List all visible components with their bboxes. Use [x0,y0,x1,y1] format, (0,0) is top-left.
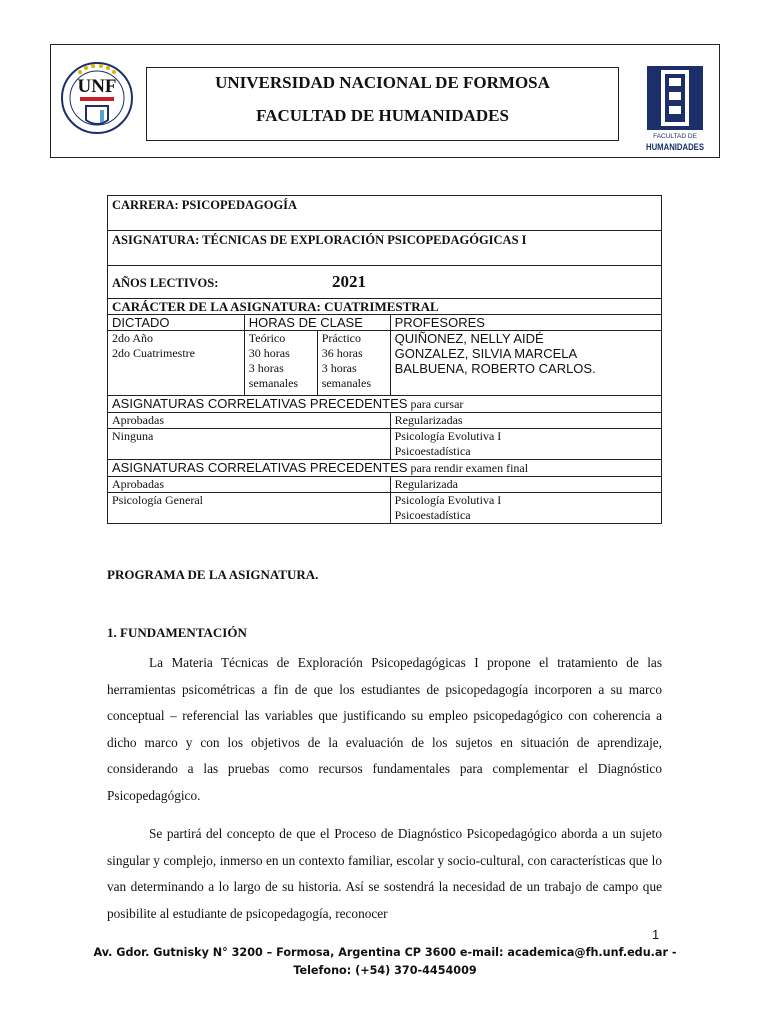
section-fundamentacion-title: 1. FUNDAMENTACIÓN [107,625,247,640]
faculty-logo [645,64,705,154]
academic-years-cell [108,266,662,299]
practice-weekly: 3 horas [321,361,357,375]
practice-hours-cell [317,331,390,396]
practice-label: Práctico [321,331,362,345]
faculty-name: FACULTAD DE HUMANIDADES [256,106,509,125]
approved-course-value: Ninguna [108,429,391,460]
col-dictado-header: DICTADO [108,315,245,331]
practice-weekly-unit: semanales [321,376,371,390]
university-logo [60,48,134,154]
theory-weekly: 3 horas [248,361,284,375]
dictado-term: 2do Cuatrimestre [112,346,195,360]
footer-phone: Telefono: (+54) 370-4454009 [293,964,477,977]
correlatives-course-header [108,396,662,413]
theory-label: Teórico [248,331,286,345]
academic-years-value: 2021 [332,271,366,291]
correlatives-exam-suffix: para rendir examen final [407,461,529,475]
professor-3: BALBUENA, ROBERTO CARLOS. [394,361,596,376]
correlatives-exam-header [108,460,662,477]
svg-text:UNF: UNF [77,76,117,97]
regularized-course-2: Psicoestadística [394,444,471,458]
theory-hours-cell [244,331,317,396]
academic-years-label: AÑOS LECTIVOS: [112,275,219,290]
col-hours-header: HORAS DE CLASE [244,315,390,331]
regularized-header-1: Regularizadas [390,413,661,429]
approved-header-1: Aprobadas [108,413,391,429]
fundamentacion-paragraph-1: La Materia Técnicas de Exploración Psicopedagógicas I propone el tratamiento de las herramientas psicométricas a fin de que los estudiantes de psicopedagogía incorporen a su marco conceptual – referencial las variables que justificando su empleo psicopedagógico con coherencia a dicho marco y con los objetivos de la evaluación de los sujetos en situación de aprendizaje, considerando a las pruebas como recursos fundamentales para complementar el Diagnóstico Psicopedagógico. [107,655,662,803]
regularized-exam-1: Psicología Evolutiva I [394,493,502,507]
subject-character-cell: CARÁCTER DE LA ASIGNATURA: CUATRIMESTRAL [108,299,662,315]
career-cell: CARRERA: PSICOPEDAGOGÍA [108,196,662,231]
theory-total: 30 horas [248,346,290,360]
correlatives-course-title: ASIGNATURAS CORRELATIVAS PRECEDENTES [112,396,408,411]
correlatives-course-suffix: para cursar [407,397,464,411]
regularized-header-2: Regularizada [390,477,661,493]
page-footer [60,944,710,980]
regularized-course-values [390,429,661,460]
program-title: PROGRAMA DE LA ASIGNATURA. [107,567,319,582]
dictado-cell [108,331,245,396]
university-name: UNIVERSIDAD NACIONAL DE FORMOSA [215,73,550,92]
correlatives-exam-title: ASIGNATURAS CORRELATIVAS PRECEDENTES [112,460,408,475]
dictado-year: 2do Año [112,331,154,345]
regularized-course-1: Psicología Evolutiva I [394,429,502,443]
professor-2: GONZALEZ, SILVIA MARCELA [394,346,578,361]
professor-1: QUIÑONEZ, NELLY AIDÉ [394,331,544,346]
svg-text:HUMANIDADES: HUMANIDADES [646,142,704,152]
svg-text:FACULTAD DE: FACULTAD DE [653,133,697,140]
footer-address: Av. Gdor. Gutnisky N° 3200 – Formosa, Argentina CP 3600 e-mail: academica@fh.unf.edu.ar - [93,946,677,959]
institution-title-box [146,67,619,141]
theory-weekly-unit: semanales [248,376,299,390]
regularized-exam-values [390,493,661,524]
subject-cell: ASIGNATURA: TÉCNICAS DE EXPLORACIÓN PSICOPEDAGÓGICAS I [108,231,662,266]
col-professors-header: PROFESORES [390,315,661,331]
approved-exam-value: Psicología General [108,493,391,524]
page-number: 1 [652,927,660,942]
practice-total: 36 horas [321,346,363,360]
regularized-exam-2: Psicoestadística [394,508,471,522]
approved-header-2: Aprobadas [108,477,391,493]
professors-cell [390,331,661,396]
course-info-table [107,195,662,524]
fundamentacion-paragraph-2: Se partirá del concepto de que el Proceso de Diagnóstico Psicopedagógico aborda a un sujeto singular y complejo, inmerso en un contexto familiar, escolar y socio-cultural, con características que lo van determinando a lo largo de su historia. Así se sostendrá la necesidad de un trabajo de campo que posibilite al estudiante de psicopedagogía, reconocer [107,826,662,921]
